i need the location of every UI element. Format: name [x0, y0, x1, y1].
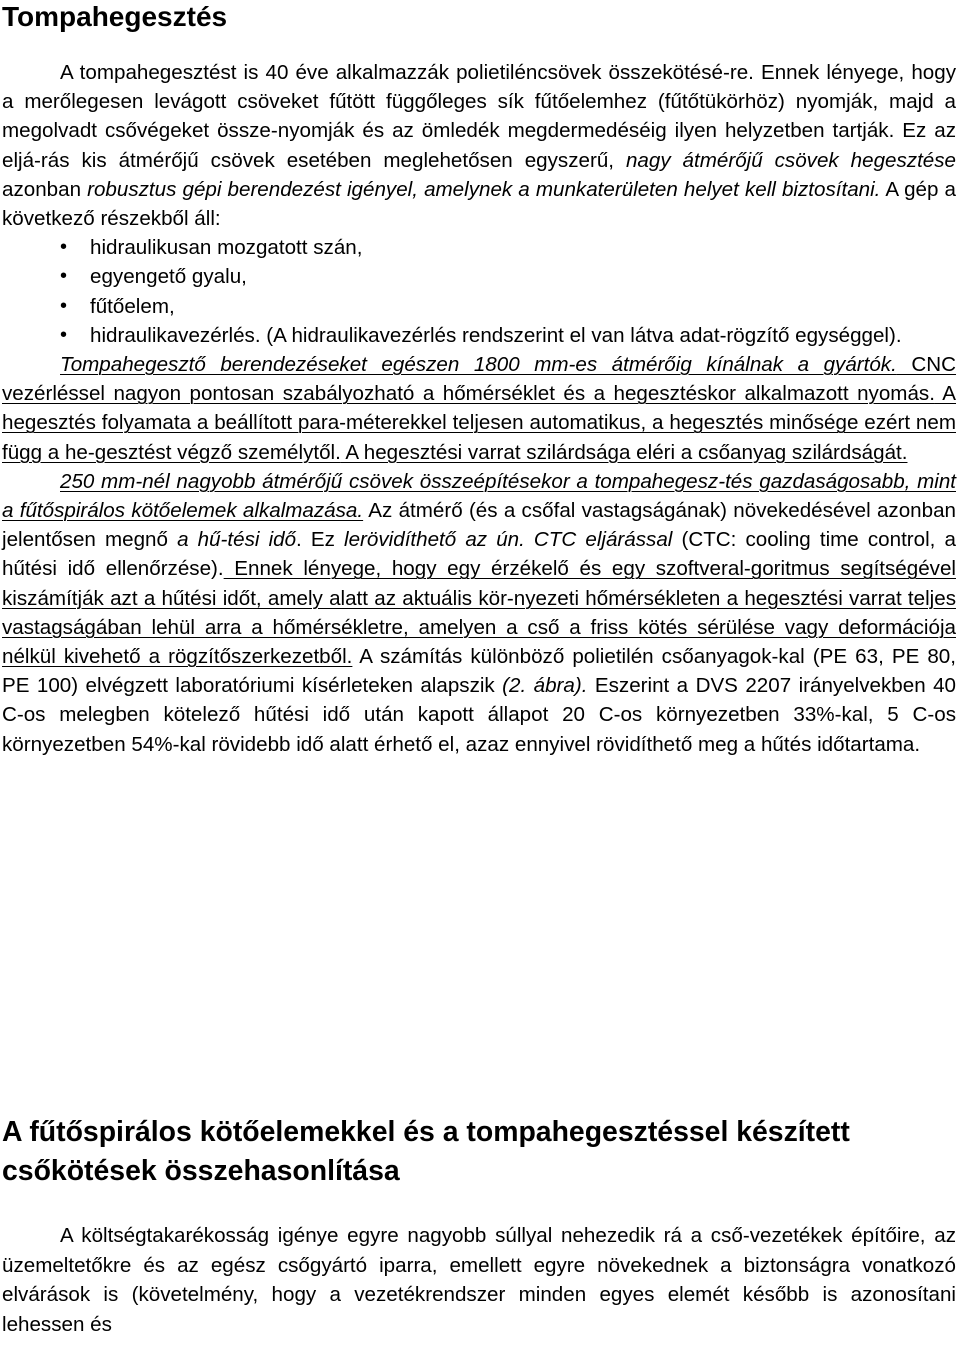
ctc-sentence-2: Az átmérő (és a csőfal vastagságának) növekedésével azonban jelentősen megnő: [2, 499, 956, 552]
list-item: • egyengető gyalu,: [2, 262, 956, 291]
section-body: [2, 1221, 956, 1339]
ctc-sentence-4: (CTC: cooling time control, a hűtési idő ellenőrzése).: [2, 528, 956, 581]
intro-italic-1: nagy átmérőjű csövek hegesztése: [625, 148, 957, 172]
paragraph-cost: [2, 1221, 956, 1339]
ctc-italic-2: a hű-tési idő: [177, 528, 297, 552]
paragraph-equipment: [2, 350, 956, 467]
equipment-sentence-2: CNC vezérléssel nagyon pontosan szabályozható a hőmérséklet és a hegesztéskor alkalmazott nyomás.: [2, 353, 957, 406]
ctc-sentence-7: Eszerint a DVS 2207 irányelvekben 40 C-os melegben kötelező hűtési idő után kapott állapot 20 C-os környezetben 33%-kal, 5 C-os környezetben 54%-kal rövidebb idő alatt érhető el, azaz ennyivel rövidíthető meg a hűtés időtartama.: [2, 674, 956, 756]
ctc-sentence-5: Ennek lényege, hogy egy érzékelő és egy szoftveral-goritmus segítségével kiszámítják azt a hűtési időt, amely alatt az aktuális kör-nyezeti hőmérsékleten a hegesztési varrat teljes vastagságában lehül arra a hőmérsékletre, amelyen a cső a friss kötés sérülése vagy deformációja nélkül kivehető a rögzítőszerkezetből.: [2, 557, 956, 669]
figure-reference: (2. ábra).: [502, 674, 588, 698]
paragraph-ctc: [2, 467, 956, 759]
ctc-sentence-6: A számítás különböző polietilén csőanyagok-kal (PE 63, PE 80, PE 100) elvégzett laboratóriumi kísérleteken alapszik: [2, 645, 956, 698]
machine-parts-list: [2, 233, 956, 350]
intro-italic-2: robusztus gépi berendezést igényel, amelynek a munkaterületen helyet kell biztosítani.: [87, 177, 881, 201]
ctc-sentence-1: 250 mm-nél nagyobb átmérőjű csövek összeépítésekor a tompahegesz-tés gazdaságosabb, mint a fűtőspirálos kötőelemek alkalmazása.: [2, 469, 956, 523]
equipment-sentence-1: Tompahegesztő berendezéseket egészen 1800 mm-es átmérőig kínálnak a gyártók.: [60, 353, 897, 377]
intro-text-2: azonban: [2, 177, 88, 201]
section-heading: A fűtőspirálos kötőelemekkel és a tompahegesztéssel készített csőkötések összehasonlítása: [2, 1116, 850, 1187]
page-title: Tompahegesztés: [2, 1, 228, 32]
cost-text: A költségtakarékosság igénye egyre nagyobb súllyal nehezedik rá a cső-vezetékek építőire, az üzemeltetőkre és az egész csőgyártó iparra, emellett egyre növekednek a biztonságra vonatkozó elvárások is (követelmény, hogy a vezetékrendszer minden egyes elemét később is azonosítani lehessen és: [2, 1224, 956, 1336]
equipment-sentence-3: A hegesztés folyamata a beállított para-méterekkel teljesen automatikus, a hegesztés minősége ezért nem függ a he-gesztést végző személytől.: [2, 382, 957, 464]
list-item: • fűtőelem,: [2, 292, 956, 321]
equipment-sentence-4: A hegesztési varrat szilárdsága eléri a csőanyag szilárdságát.: [340, 440, 908, 464]
intro-text-3: A gép a következő részekből áll:: [2, 177, 956, 231]
main-body: [2, 58, 956, 759]
list-item: • hidraulikusan mozgatott szán,: [2, 233, 956, 262]
ctc-italic-3: lerövidíthető az ún. CTC eljárással: [344, 528, 673, 552]
paragraph-intro: [2, 58, 956, 233]
ctc-sentence-3: . Ez: [296, 528, 345, 552]
intro-text-1: A tompahegesztést is 40 éve alkalmazzák polietiléncsövek összekötésé-re. Ennek lényege, hogy a merőlegesen levágott csöveket fűtött függőleges sík fűtőelemhez (fűtőtükörhöz) nyomják, majd a megolvadt csővégeket össze-nyomják és az ömledék megdermedéséig ilyen helyzetben tartják. Ez az eljá-rás kis átmérőjű csövek esetében meglehetősen egyszerű,: [2, 61, 956, 172]
list-item: • hidraulikavezérlés. (A hidraulikavezérlés rendszerint el van látva adat-rögzítő egységgel).: [2, 321, 956, 350]
